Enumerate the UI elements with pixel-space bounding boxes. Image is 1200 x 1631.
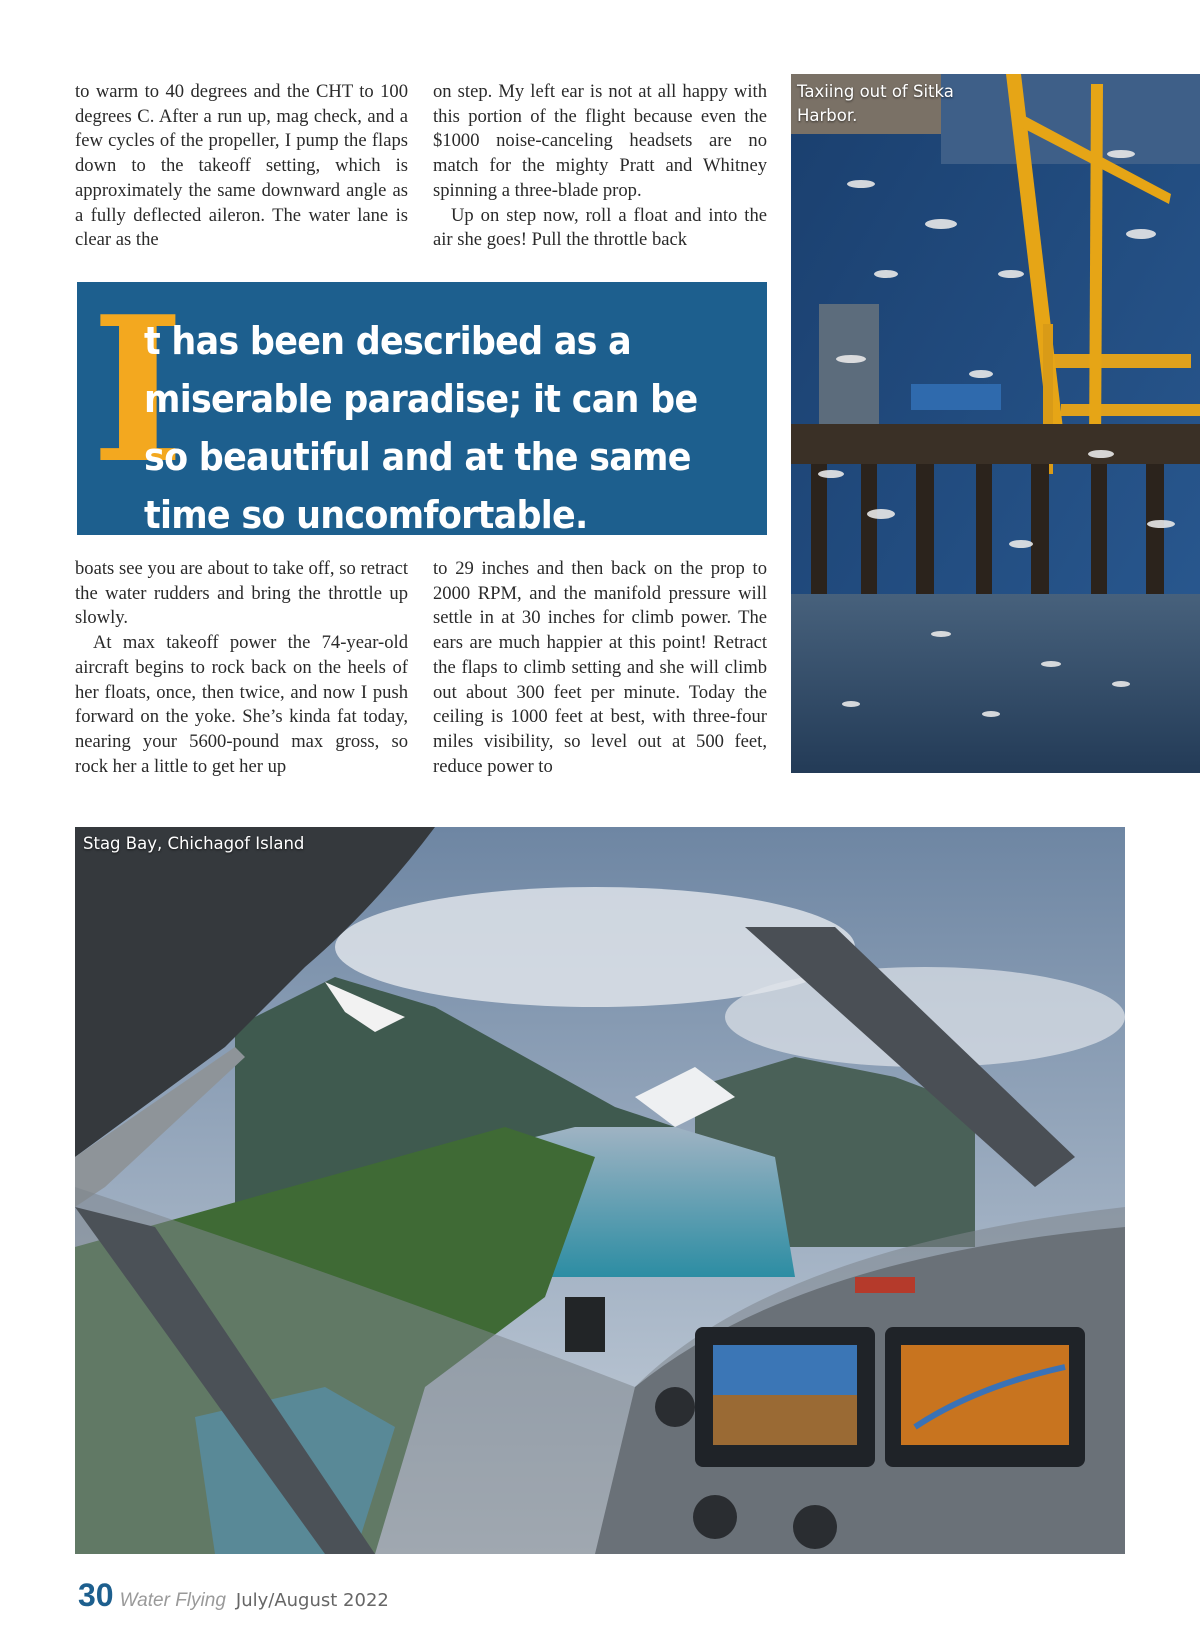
body-column-2-top: [433, 80, 767, 253]
body-column-1-top: [75, 80, 408, 253]
harbor-photo-illustration: [791, 74, 1200, 773]
harbor-photo: [791, 74, 1200, 773]
paragraph: boats see you are about to take off, so retract the water rudders and bring the throttle up slowly.: [75, 558, 408, 629]
paragraph: At max takeoff power the 74-year-old aircraft begins to rock back on the heels of her floats, once, then twice, and now I push forward on the yoke. She’s kinda fat today, nearing your 5600-pound max gross, so rock her a little to get her up: [75, 632, 408, 777]
pull-quote-drop-cap: I: [91, 273, 185, 508]
issue-date: July/August 2022: [235, 1590, 389, 1611]
harbor-photo-caption: Taxiing out of Sitka Harbor.: [797, 82, 954, 125]
pull-quote: [77, 273, 767, 537]
cockpit-photo-caption: Stag Bay, Chichagof Island: [83, 834, 305, 853]
paragraph: Up on step now, roll a float and into the air she goes! Pull the throttle back: [433, 204, 767, 251]
paragraph: to warm to 40 degrees and the CHT to 100 degrees C. After a run up, mag check, and a few cycles of the propeller, I pump the flaps down to the takeoff setting, which is approximately the same downward angle as a fully deflected aileron. The water lane is clear as the: [75, 81, 408, 251]
cockpit-photo-illustration: [75, 827, 1125, 1554]
magazine-name: Water Flying: [119, 1590, 226, 1611]
paragraph: to 29 inches and then back on the prop to 2000 RPM, and the manifold pressure will settle in at 30 inches for climb power. The ears are much happier at this point! Retract the flaps to climb setting and she will climb out about 300 feet per minute. Today the ceiling is 1000 feet at best, with three-four miles visibility, so level out at 500 feet, reduce power to: [433, 558, 767, 777]
page-number: 30: [78, 1577, 114, 1613]
paragraph: on step. My left ear is not at all happy with this portion of the flight because even the $1000 noise-canceling headsets are no match for the mighty Pratt and Whitney spinning a three-blade prop.: [433, 81, 767, 201]
page-footer: [78, 1577, 389, 1613]
body-column-2-bottom: [433, 557, 767, 779]
body-column-1-bottom: [75, 557, 408, 779]
pull-quote-text: t has been described as a miserable paradise; it can be so beautiful and at the same time so uncomfortable.: [144, 319, 698, 537]
cockpit-photo: [75, 827, 1125, 1554]
